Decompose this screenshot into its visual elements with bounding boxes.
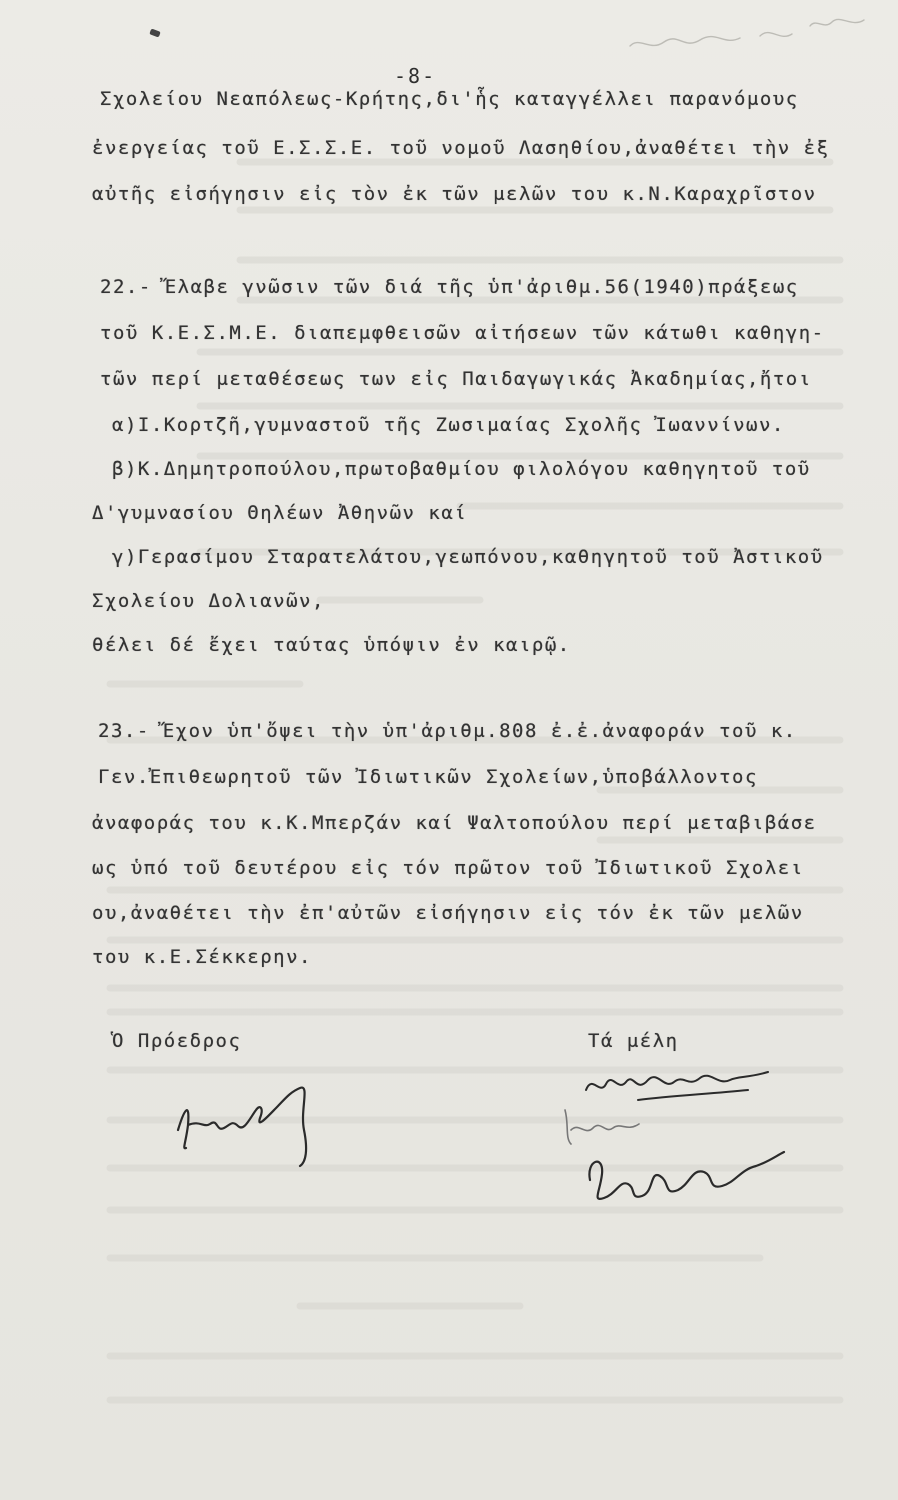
text-line: Γεν.Ἐπιθεωρητοῦ τῶν Ἰδιωτικῶν Σχολείων,ὑποβάλλοντος (98, 766, 758, 788)
text-line: γ)Γερασίμου Σταρατελάτου,γεωπόνου,καθηγητοῦ τοῦ Ἀστικοῦ (112, 546, 824, 568)
member-signature (555, 1100, 655, 1150)
text-line: Δ'γυμνασίου Θηλέων Ἀθηνῶν καί (92, 502, 468, 524)
text-line: θέλει δέ ἔχει ταύτας ὑπόψιν ἐν καιρῷ. (92, 634, 571, 656)
page-number: -8- (394, 64, 437, 88)
text-line: ἀναφοράς του κ.Κ.Μπερζάν καί Ψαλτοπούλου περί μεταβιβάσε (92, 812, 817, 834)
member-signature (578, 1060, 778, 1115)
text-line: τοῦ Κ.Ε.Σ.Μ.Ε. διαπεμφθεισῶν αἰτήσεων τῶν κάτωθι καθηγη- (100, 322, 825, 344)
text-line: τῶν περί μεταθέσεως των εἰς Παιδαγωγικάς Ἀκαδημίας,ἤτοι (100, 368, 812, 390)
text-line: ἐνεργείας τοῦ Ε.Σ.Σ.Ε. τοῦ νομοῦ Λασηθίου,ἀναθέτει τὴν ἐξ (92, 137, 830, 159)
text-line: Σχολείου Νεαπόλεως-Κρήτης,δι'ἧς καταγγέλλει παρανόμους (100, 88, 799, 110)
text-line: Σχολείου Δολιανῶν, (92, 590, 325, 612)
text-line: αὐτῆς εἰσήγησιν εἰς τὸν ἐκ τῶν μελῶν του κ.Ν.Καραχρῖστον (92, 183, 817, 205)
text-line: του κ.Ε.Σέκκερην. (92, 946, 312, 968)
president-label: Ὁ Πρόεδρος (112, 1030, 242, 1052)
member-signature (580, 1140, 790, 1210)
text-line: β)Κ.Δημητροπούλου,πρωτοβαθμίου φιλολόγου καθηγητοῦ τοῦ (112, 458, 811, 480)
text-line: ου,ἀναθέτει τὴν ἐπ'αὐτῶν εἰσήγησιν εἰς τόν ἐκ τῶν μελῶν (92, 902, 804, 924)
text-line: 22.- Ἔλαβε γνῶσιν τῶν διά τῆς ὑπ'ἀριθμ.56(1940)πράξεως (100, 276, 799, 298)
ink-mark (149, 28, 160, 37)
members-label: Τά μέλη (588, 1030, 679, 1052)
president-signature (160, 1070, 330, 1170)
text-line: 23.- Ἔχον ὑπ'ὄψει τὴν ὑπ'ἀριθμ.808 ἐ.ἐ.ἀναφοράν τοῦ κ. (98, 720, 797, 742)
text-line: α)Ι.Κορτζῆ,γυμναστοῦ τῆς Ζωσιμαίας Σχολῆς Ἰωαννίνων. (112, 414, 785, 436)
pencil-annotation (620, 6, 890, 66)
text-line: ως ὑπό τοῦ δευτέρου εἰς τόν πρῶτον τοῦ Ἰδιωτικοῦ Σχολει (92, 857, 804, 879)
